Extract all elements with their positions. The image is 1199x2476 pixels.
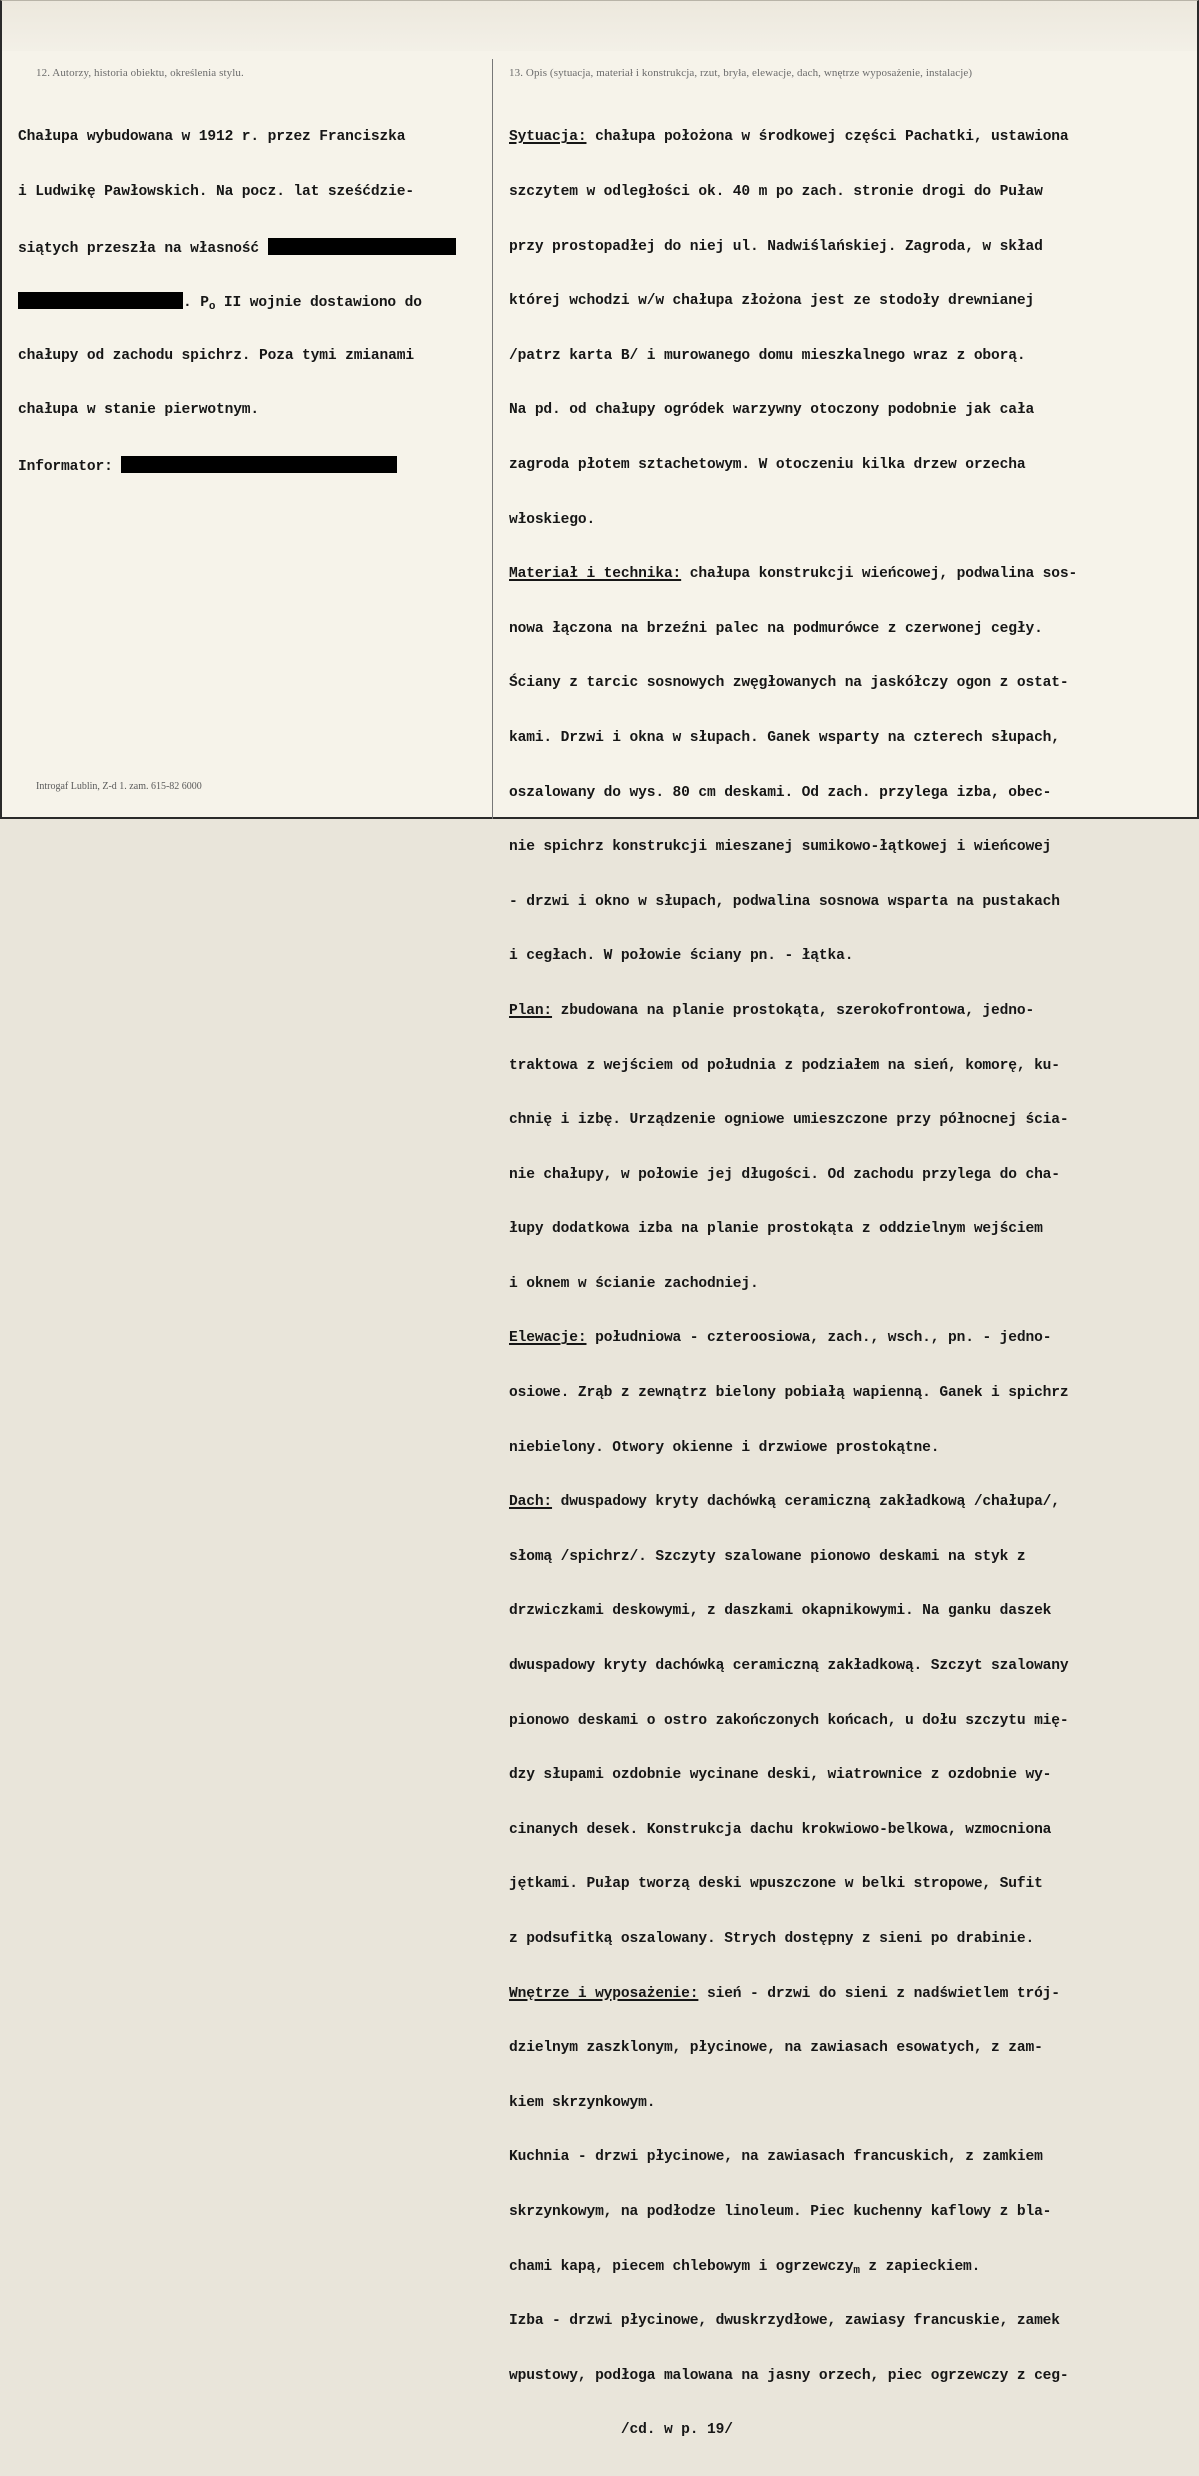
text-line: szczytem w odległości ok. 40 m po zach. stronie drogi do Puław (509, 184, 1043, 200)
section-heading-interior: Wnętrze i wyposażenie: (509, 1985, 699, 2002)
text-line: Izba - drzwi płycinowe, dwuskrzydłowe, zawiasy francuskie, zamek (509, 2313, 1060, 2330)
text-line: i cegłach. W połowie ściany pn. - łątka. (509, 948, 854, 965)
text-line: chałupy od zachodu spichrz. Poza tymi zmianami (18, 347, 414, 364)
section-heading-elevations: Elewacje: (509, 1330, 587, 1347)
section-heading-situation: Sytuacja: (509, 129, 587, 146)
text-line (18, 456, 456, 474)
redaction-bar (18, 292, 183, 309)
text-line: cinanych desek. Konstrukcja dachu krokwiowo-belkowa, wzmocniona (509, 1821, 1052, 1838)
text-line: Kuchnia - drzwi płycinowe, na zawiasach francuskich, z zamkiem (509, 2149, 1043, 2166)
text-fragment: sień - drzwi do sieni z nadświetlem trój- (698, 1985, 1060, 2002)
text-line (509, 1985, 1077, 2003)
text-line: i Ludwikę Pawłowskich. Na pocz. lat sześćdzie- (18, 184, 414, 200)
text-fragment: o (208, 301, 216, 314)
text-line: oszalowany do wys. 80 cm deskami. Od zach. przylega izba, obec- (509, 784, 1052, 801)
section-heading-roof: Dach: (509, 1494, 553, 1511)
text-line: chnię i izbę. Urządzenie ogniowe umieszczone przy północnej ścia- (509, 1112, 1069, 1129)
text-line: traktowa z wejściem od południa z podziałem na sień, komorę, ku- (509, 1057, 1060, 1074)
text-line: włoskiego. (509, 511, 596, 528)
text-line: jętkami. Pułap tworzą deski wpuszczone w belki stropowe, Sufit (509, 1876, 1043, 1893)
printer-imprint: Introgaf Lublin, Z-d 1. zam. 615-82 6000 (36, 781, 202, 792)
text-line: dzy słupami ozdobnie wycinane deski, wiatrownice z ozdobnie wy- (509, 1767, 1052, 1784)
text-line (18, 292, 456, 314)
text-line: Ściany z tarcic sosnowych zwęgłowanych na jaskółczy ogon z ostat- (509, 675, 1069, 692)
description-text (509, 92, 1077, 2476)
text-line: - drzwi i okno w słupach, podwalina sosnowa wsparta na pustakach (509, 893, 1060, 910)
section-12-header: 12. Autorzy, historia obiektu, określenia stylu. (36, 67, 244, 79)
text-line: skrzynkowym, na podłodze linoleum. Piec kuchenny kaflowy z bla- (509, 2203, 1052, 2220)
text-fragment: chami kapą, piecem chlebowym i ogrzewczy (509, 2258, 854, 2275)
text-fragment: siątych przeszła na własność (18, 240, 268, 257)
text-line: której wchodzi w/w chałupa złożona jest ze stodoły drewnianej (509, 293, 1035, 310)
text-line (509, 2258, 1077, 2276)
text-line: osiowe. Zrąb z zewnątrz bielony pobiałą wapienną. Ganek i spichrz (509, 1385, 1069, 1402)
text-line: z podsufitką oszalowany. Strych dostępny z sieni po drabinie. (509, 1931, 1035, 1947)
text-line: kiem skrzynkowym. (509, 2094, 656, 2111)
section-heading-plan: Plan: (509, 1002, 553, 1019)
section-heading-material: Materiał i technika: (509, 566, 682, 583)
continued-note: /cd. w p. 19/ (509, 2422, 733, 2439)
text-line: zagroda płotem sztachetowym. W otoczeniu kilka drzew orzecha (509, 456, 1026, 473)
history-text (18, 92, 456, 511)
section-13-header: 13. Opis (sytuacja, materiał i konstrukcja, rzut, bryła, elewacje, dach, wnętrze wyposażenie, instalacje) (509, 67, 973, 79)
text-line: pionowo deskami o ostro zakończonych końcach, u dołu szczytu mię- (509, 1712, 1069, 1729)
text-fragment: chałupa położona w środkowej części Pachatki, ustawiona (586, 129, 1069, 146)
redaction-bar (268, 238, 456, 255)
text-line: kami. Drzwi i okna w słupach. Ganek wsparty na czterech słupach, (509, 729, 1060, 746)
text-line: nie spichrz konstrukcji mieszanej sumikowo-łątkowej i wieńcowej (509, 839, 1052, 856)
text-line: dwuspadowy kryty dachówką ceramiczną zakładkową. Szczyt szalowany (509, 1658, 1069, 1675)
text-line (509, 1493, 1077, 1511)
text-line: i oknem w ścianie zachodniej. (509, 1275, 759, 1292)
text-fragment: chałupa konstrukcji wieńcowej, podwalina sos- (681, 566, 1078, 583)
text-line: Chałupa wybudowana w 1912 r. przez Franciszka (18, 129, 406, 146)
text-fragment: Informator: (18, 458, 122, 475)
text-line: nowa łączona na brzeźni palec na podmurówce z czerwonej cegły. (509, 620, 1043, 637)
text-line: drzwiczkami deskowymi, z daszkami okapnikowymi. Na ganku daszek (509, 1603, 1052, 1620)
text-fragment: . P (183, 295, 209, 312)
text-line (509, 128, 1077, 146)
text-fragment: z zapieckiem. (859, 2258, 981, 2275)
column-divider (492, 59, 493, 819)
text-line: chałupa w stanie pierwotnym. (18, 402, 260, 419)
text-line (509, 565, 1077, 583)
text-line: Na pd. od chałupy ogródek warzywny otoczony podobnie jak cała (509, 402, 1035, 419)
card-top-band (2, 1, 1197, 51)
text-line: niebielony. Otwory okienne i drzwiowe prostokątne. (509, 1439, 940, 1456)
text-fragment: II wojnie dostawiono do (215, 295, 422, 312)
text-line: nie chałupy, w połowie jej długości. Od zachodu przylega do cha- (509, 1166, 1060, 1183)
text-line (18, 238, 456, 256)
text-line: /patrz karta B/ i murowanego domu mieszkalnego wraz z oborą. (509, 347, 1026, 364)
text-line: łupy dodatkowa izba na planie prostokąta z oddzielnym wejściem (509, 1221, 1043, 1238)
redaction-bar (121, 456, 397, 473)
text-line: słomą /spichrz/. Szczyty szalowane pionowo deskami na styk z (509, 1548, 1026, 1565)
text-fragment: dwuspadowy kryty dachówką ceramiczną zakładkową /chałupa/, (552, 1494, 1060, 1511)
text-fragment: południowa - czteroosiowa, zach., wsch., pn. - jedno- (586, 1330, 1052, 1347)
text-fragment: m (853, 2264, 860, 2277)
text-line (509, 1329, 1077, 1347)
text-line: wpustowy, podłoga malowana na jasny orzech, piec ogrzewczy z ceg- (509, 2367, 1069, 2384)
text-line: przy prostopadłej do niej ul. Nadwiślańskiej. Zagroda, w skład (509, 238, 1043, 255)
text-fragment: zbudowana na planie prostokąta, szerokofrontowa, jedno- (552, 1002, 1035, 1019)
text-line (509, 1002, 1077, 1020)
text-line: dzielnym zaszklonym, płycinowe, na zawiasach esowatych, z zam- (509, 2040, 1043, 2057)
